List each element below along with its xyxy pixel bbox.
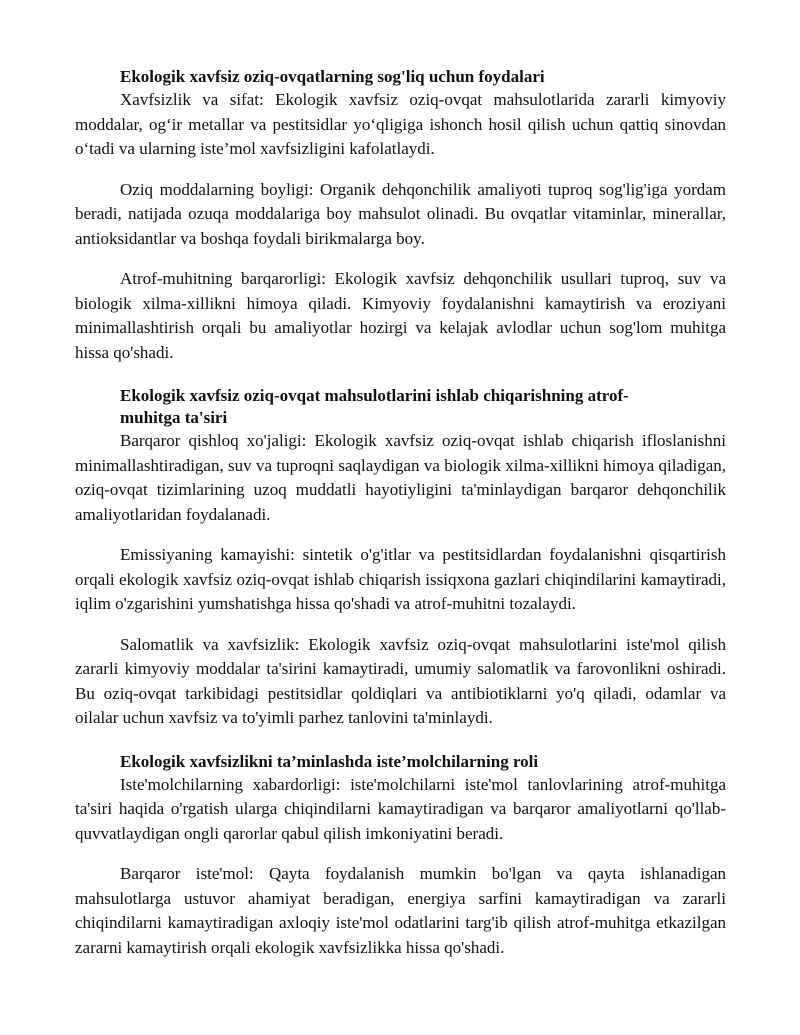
- section-heading-environmental-impact: Ekologik xavfsiz oziq-ovqat mahsulotlarini ishlab chiqarishning atrof-muhitga ta'siri: [120, 386, 629, 427]
- section-heading-health-benefits: Ekologik xavfsiz oziq-ovqatlarning sog'liq uchun foydalari: [120, 67, 545, 86]
- paragraph-sustainable-agriculture: Barqaror qishloq xo'jaligi: Ekologik xavfsiz oziq-ovqat ishlab chiqarish ifloslanishni minimallashtiradigan, suv va tuproqni saqlaydigan va biologik xilma-xillikni himoya qiladigan, oziq-ovqat tizimlarining uzoq muddatli hayotiyligini ta'minlaydigan barqaror dehqonchilik amaliyotlaridan foydalanadi.: [75, 431, 726, 524]
- paragraph-health-safety: Salomatlik va xavfsizlik: Ekologik xavfsiz oziq-ovqat mahsulotlarini iste'mol qilish zararli kimyoviy moddalar ta'sirini kamaytiradi, umumiy salomatlik va farovonlikni oshiradi. Bu oziq-ovqat tarkibidagi pestitsidlar qoldiqlari va antibiotiklarni yo'q qiladi, odamlar va oilalar uchun xavfsiz va to'yimli parhez tanlovini ta'minlaydi.: [75, 634, 726, 727]
- paragraph-emission-reduction: Emissiyaning kamayishi: sintetik o'g'itlar va pestitsidlardan foydalanishni qisqartirish orqali ekologik xavfsiz oziq-ovqat ishlab chiqarish issiqxona gazlari chiqindilarini kamaytiradi, iqlim o'zgarishini yumshatishga hissa qo'shadi va atrof-muhitni tozalaydi.: [75, 545, 726, 613]
- section-heading-consumer-role: Ekologik xavfsizlikni ta’minlashda iste’molchilarning roli: [120, 751, 539, 771]
- paragraph-safety-quality: Xavfsizlik va sifat: Ekologik xavfsiz oziq-ovqat mahsulotlarida zararli kimyoviy moddalar, og‘ir metallar va pestitsidlar yo‘qligiga ishonch hosil qilish uchun qattiq sinovdan o‘tadi va ularning iste’mol xavfsizligini kafolatlaydi.: [75, 90, 726, 158]
- document-page: [75, 66, 726, 960]
- paragraph-consumer-awareness: Iste'molchilarning xabardorligi: iste'molchilarni iste'mol tanlovlarining atrof-muhitga ta'siri haqida o'rgatish ularga chiqindilarni kamaytiradigan va barqaror amaliyotlarni qo'llab-quvvatlaydigan ongli qarorlar qabul qilish imkoniyatini beradi.: [75, 774, 726, 843]
- paragraph-sustainable-consumption: Barqaror iste'mol: Qayta foydalanish mumkin bo'lgan va qayta ishlanadigan mahsulotlarga ustuvor ahamiyat beradigan, energiya sarfini kamaytiradigan va zararli chiqindilarni kamaytiradigan axloqiy iste'mol odatlarini targ'ib qilish atrof-muhitga etkazilgan zararni kamaytirish orqali ekologik xavfsizlikka hissa qo'shadi.: [75, 864, 726, 957]
- paragraph-nutrient-richness: Oziq moddalarning boyligi: Organik dehqonchilik amaliyoti tuproq sog'lig'iga yordam beradi, natijada ozuqa moddalariga boy mahsulot olinadi. Bu ovqatlar vitaminlar, minerallar, antioksidantlar va boshqa foydali birikmalarga boy.: [75, 179, 726, 248]
- paragraph-environmental-sustainability: Atrof-muhitning barqarorligi: Ekologik xavfsiz dehqonchilik usullari tuproq, suv va biologik xilma-xillikni himoya qiladi. Kimyoviy foydalanishni kamaytirish va eroziyani minimallashtirish orqali bu amaliyotlar hozirgi va kelajak avlodlar uchun sog'lom muhitga hissa qo'shadi.: [75, 269, 726, 362]
